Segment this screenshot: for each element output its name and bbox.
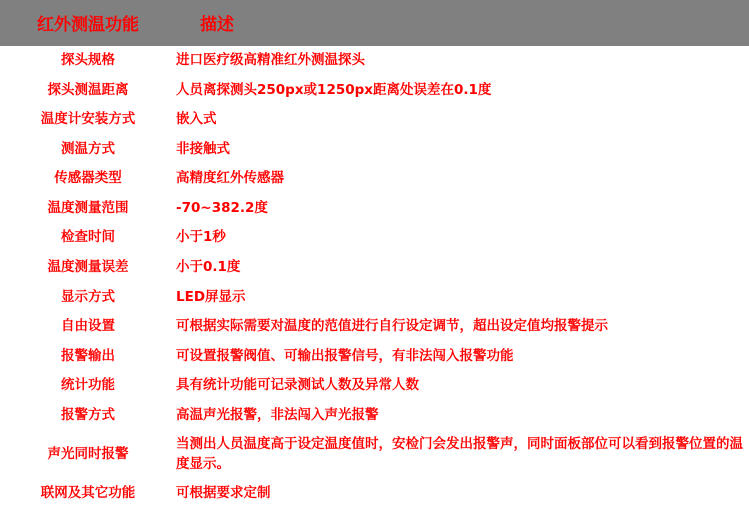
row-label: 报警方式 [61, 406, 115, 423]
table-row [0, 479, 749, 509]
row-value: 当测出人员温度高于设定温度值时，安检门会发出报警声，同时面板部位可以看到报警位置的温度显示。 [176, 436, 743, 472]
row-label: 报警输出 [61, 347, 115, 364]
row-label: 显示方式 [61, 288, 115, 305]
row-value: 人员离探测头250px或1250px距离处误差在0.1度 [176, 81, 492, 98]
row-label: 测温方式 [61, 140, 115, 157]
row-label: 统计功能 [61, 377, 115, 394]
row-value: 高精度红外传感器 [176, 170, 284, 187]
table-row [0, 283, 749, 313]
table-header-description: 描述 [176, 0, 749, 46]
row-label: 探头测温距离 [47, 81, 129, 98]
row-value: 可设置报警阀值、可输出报警信号，有非法闯入报警功能 [176, 347, 514, 364]
table-header-function: 红外测温功能 [0, 0, 176, 46]
row-label: 检查时间 [61, 229, 115, 246]
row-value: -70~382.2度 [176, 199, 268, 216]
table-row [0, 46, 749, 76]
table-row [0, 194, 749, 224]
row-label: 传感器类型 [54, 170, 122, 187]
table-row [0, 401, 749, 431]
table-row [0, 371, 749, 401]
table-row [0, 342, 749, 372]
table-header-row [0, 0, 749, 46]
row-value: 高温声光报警，非法闯入声光报警 [176, 406, 379, 423]
row-label: 联网及其它功能 [40, 485, 136, 502]
table-row [0, 253, 749, 283]
table-row [0, 76, 749, 106]
table-row [0, 105, 749, 135]
row-label: 声光同时报警 [47, 446, 129, 463]
row-value: LED屏显示 [176, 288, 246, 305]
row-value: 进口医疗级高精准红外测温探头 [176, 52, 365, 68]
row-value: 嵌入式 [176, 111, 217, 128]
row-value: 具有统计功能可记录测试人数及异常人数 [176, 377, 419, 394]
table-row [0, 223, 749, 253]
row-value: 小于0.1度 [176, 258, 241, 275]
row-label: 温度计安装方式 [40, 111, 136, 128]
row-value: 可根据实际需要对温度的范值进行自行设定调节，超出设定值均报警提示 [176, 318, 608, 335]
row-value: 可根据要求定制 [176, 485, 271, 502]
table-row [0, 312, 749, 342]
row-value: 非接触式 [176, 140, 230, 157]
row-label: 温度测量范围 [47, 199, 129, 216]
row-label: 温度测量误差 [47, 258, 129, 275]
row-label: 自由设置 [61, 318, 115, 335]
table-row [0, 164, 749, 194]
row-label: 探头规格 [61, 52, 115, 68]
row-value: 小于1秒 [176, 229, 226, 246]
table-row [0, 430, 749, 479]
table-row [0, 135, 749, 165]
table-body [0, 46, 749, 509]
